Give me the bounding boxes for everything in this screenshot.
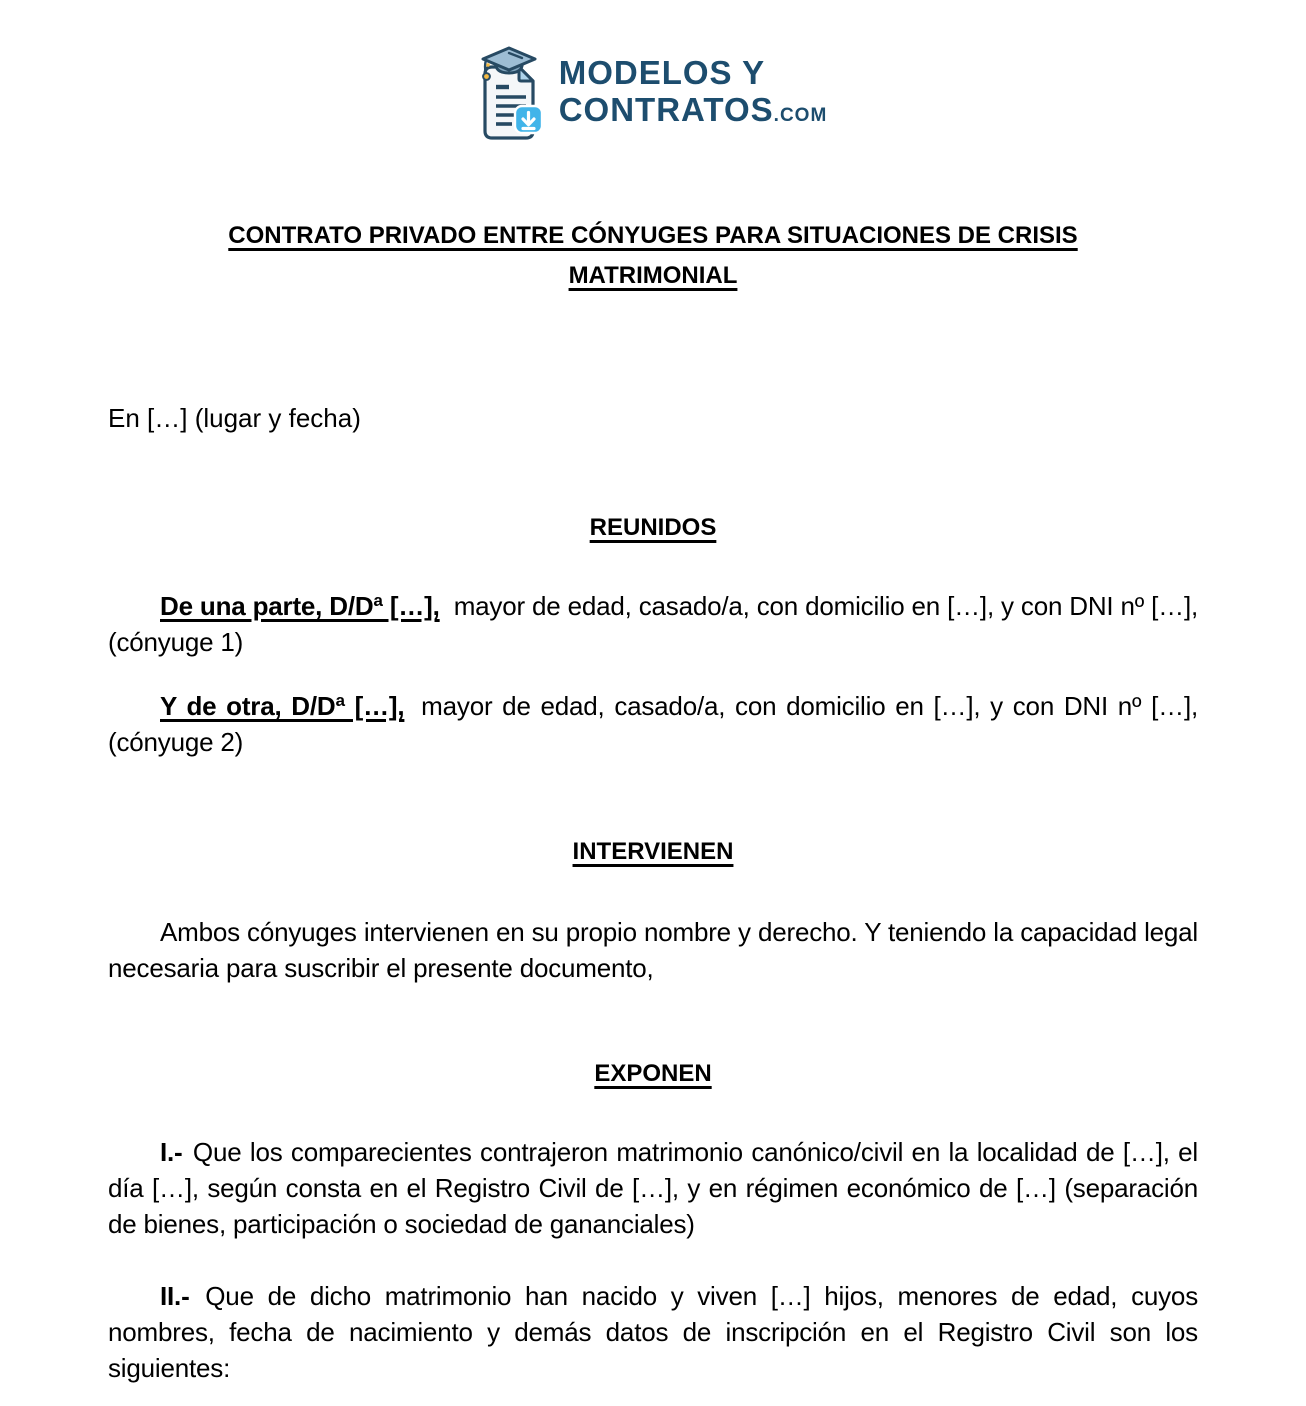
logo-tld: .COM <box>773 105 828 126</box>
exponen-item-1-paragraph <box>108 1134 1198 1242</box>
contract-body <box>108 216 1198 1386</box>
site-logo <box>0 0 1306 142</box>
party-2-text: mayor de edad, casado/a, con domicilio en […], y con DNI nº […], (cónyuge 2) <box>108 691 1198 757</box>
party-2-lead: Y de otra, D/Dª […], <box>160 691 405 721</box>
exponen-item-1-number: I.- <box>160 1137 183 1167</box>
logo-line-2-main: CONTRATOS <box>558 91 774 128</box>
place-date-line: En […] (lugar y fecha) <box>108 403 361 433</box>
party-2-paragraph <box>108 688 1198 760</box>
section-heading-reunidos: REUNIDOS <box>589 514 717 541</box>
party-1-text: mayor de edad, casado/a, con domicilio en […], y con DNI nº […], (cónyuge 1) <box>108 591 1198 657</box>
exponen-item-2-text: Que de dicho matrimonio han nacido y viven […] hijos, menores de edad, cuyos nombres, fecha de nacimiento y demás datos de inscripción en el Registro Civil son los siguientes: <box>108 1281 1198 1383</box>
logo-line-2 <box>559 91 828 134</box>
party-1-paragraph <box>108 588 1198 660</box>
section-heading-exponen: EXPONEN <box>594 1060 712 1087</box>
party-1-lead: De una parte, D/Dª […], <box>160 591 440 621</box>
exponen-item-2-number: II.- <box>160 1281 190 1311</box>
contract-title: CONTRATO PRIVADO ENTRE CÓNYUGES PARA SITUACIONES DE CRISIS MATRIMONIAL <box>228 222 1078 289</box>
exponen-item-2-paragraph <box>108 1278 1198 1386</box>
document-graduation-cap-download-icon <box>479 46 543 142</box>
exponen-item-1-text: Que los comparecientes contrajeron matrimonio canónico/civil en la localidad de […], el día […], según consta en el Registro Civil de […], y en régimen económico de […] (separación de bienes, participación o sociedad de gananciales) <box>108 1137 1198 1239</box>
logo-wordmark <box>559 54 828 134</box>
intervienen-paragraph: Ambos cónyuges intervienen en su propio nombre y derecho. Y teniendo la capacidad legal necesaria para suscribir el presente documento, <box>108 917 1198 983</box>
section-heading-intervienen: INTERVIENEN <box>572 838 734 865</box>
logo-line-1: MODELOS Y <box>558 54 766 91</box>
